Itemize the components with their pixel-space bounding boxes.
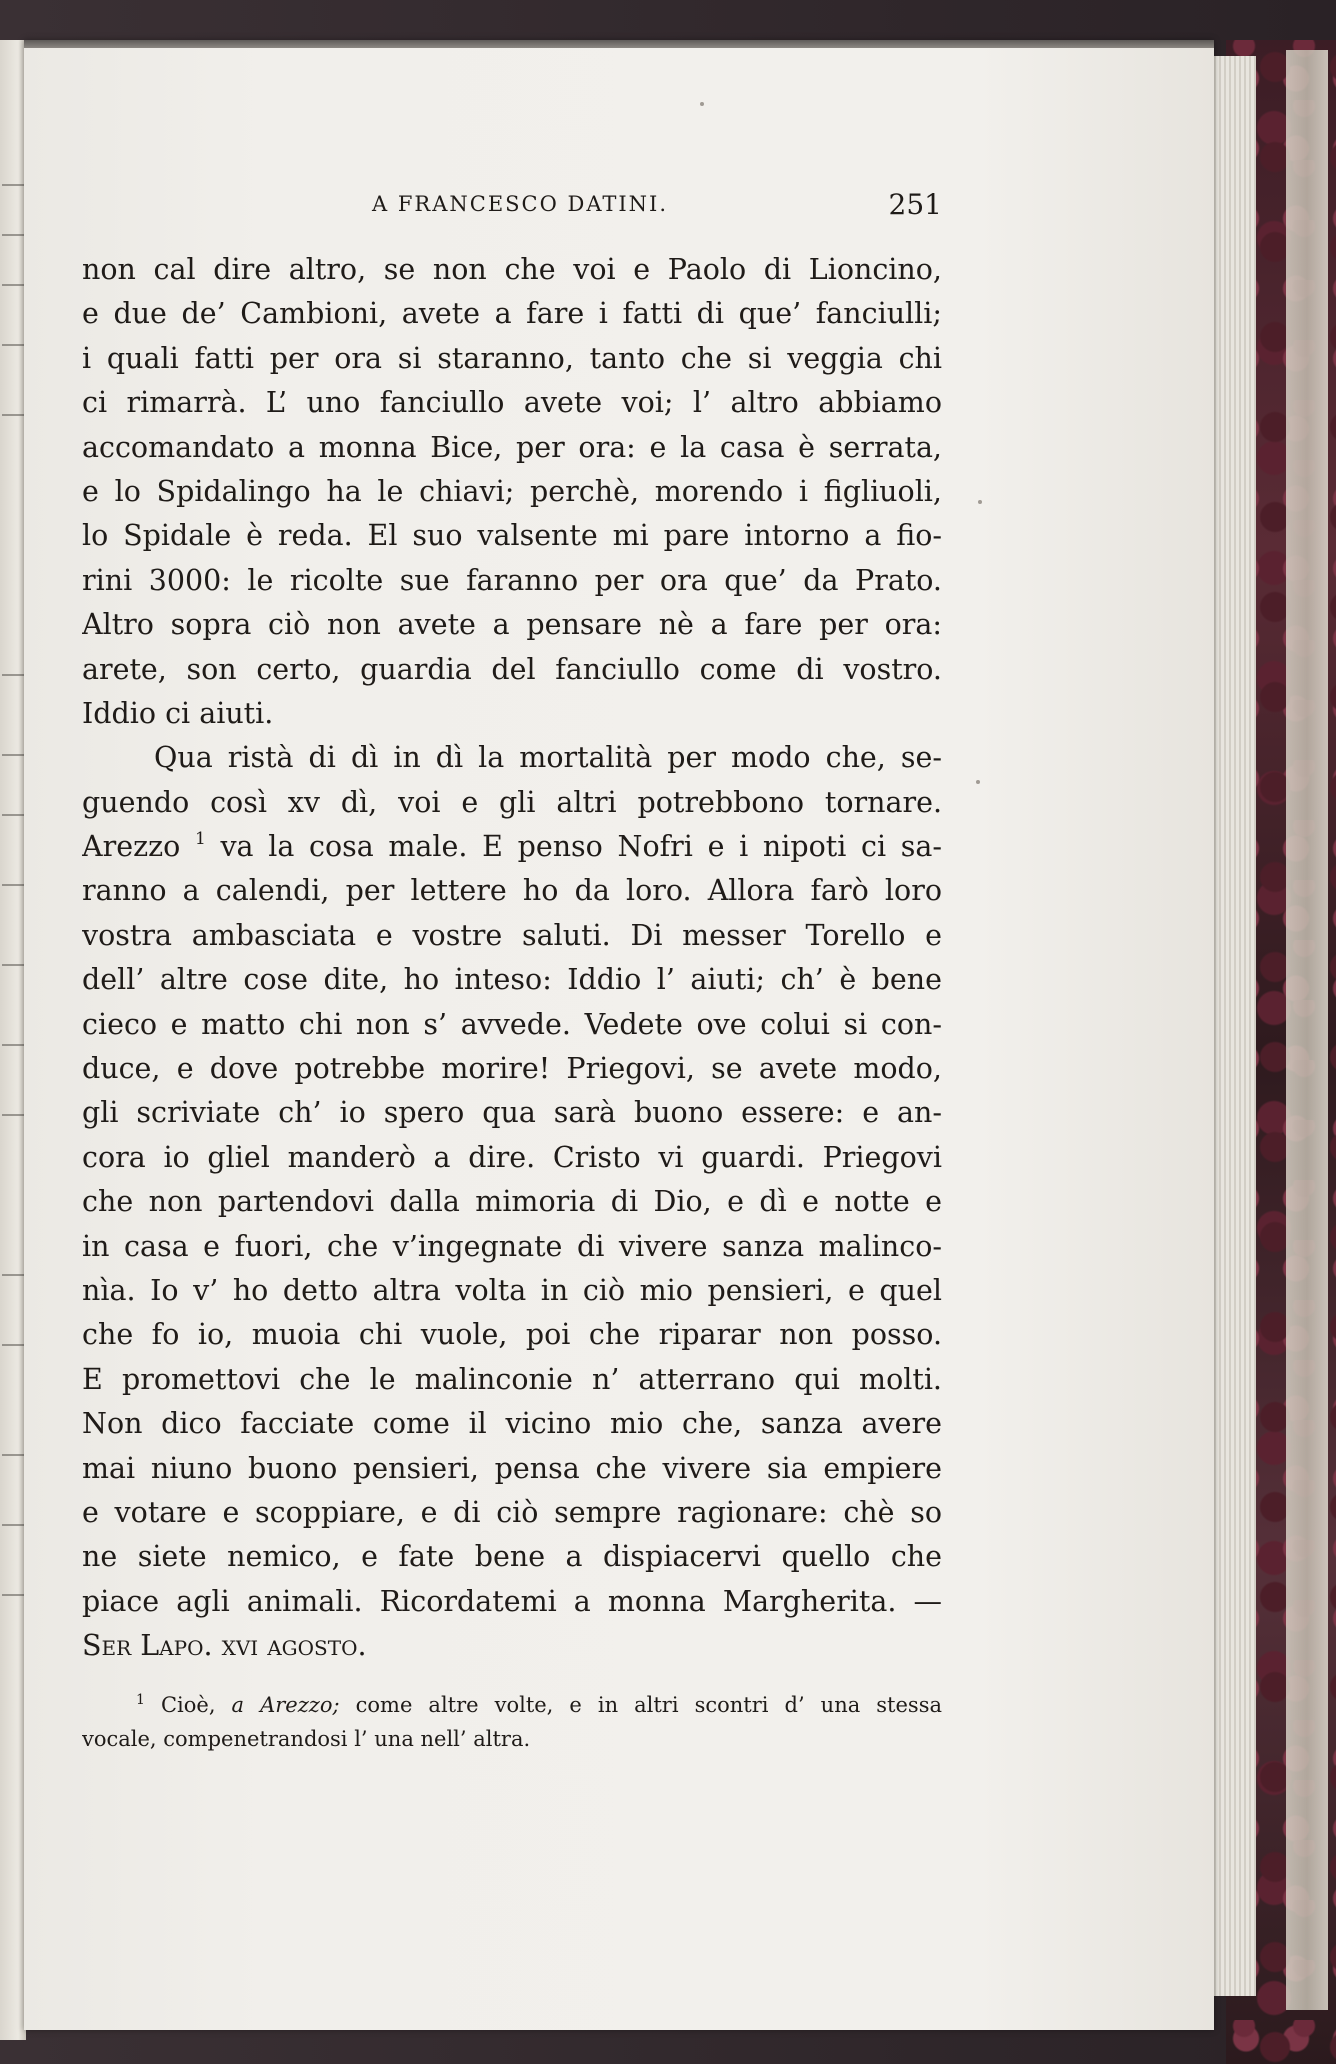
footnote-reference[interactable]: 1: [194, 829, 206, 850]
text-line: in casa e fuori, che v’ingegnate di vivere sanza malinco-: [82, 1229, 942, 1263]
text-line: vostra ambasciata e vostre saluti. Di messer Torello e: [82, 918, 942, 952]
text-line: rini 3000: le ricolte sue faranno per ora que’ da Prato.: [82, 563, 942, 597]
text-line: lo Spidale è reda. El suo valsente mi pare intorno a fio-: [82, 519, 942, 553]
text-line: che fo io, muoia chi vuole, poi che riparar non posso.: [82, 1318, 942, 1352]
text-line-rest: va la cosa male. E penso Nofri e i nipoti ci sa-: [220, 830, 942, 864]
text-line: duce, e dove potrebbe morire! Priegovi, se avete modo,: [82, 1052, 942, 1086]
signature-date: xvi agosto.: [221, 1629, 367, 1663]
text-line: ne siete nemico, e fate bene a dispiacervi quello che: [82, 1540, 942, 1574]
text-line: cieco e matto chi non s’ avvede. Vedete ove colui si con-: [82, 1007, 942, 1041]
paragraph-start-line: Qua ristà di dì in dì la mortalità per modo che, se-: [154, 741, 942, 775]
running-head: [82, 190, 942, 226]
text-line: e votare e scoppiare, e di ciò sempre ragionare: chè so: [82, 1495, 942, 1529]
facing-page-edge: [0, 40, 26, 2040]
text-line: cora io gliel manderò a dire. Cristo vi guardi. Priegovi: [82, 1140, 942, 1174]
text-line: mai niuno buono pensieri, pensa che vivere sia empiere: [82, 1451, 942, 1485]
text-line: e due de’ Cambioni, avete a fare i fatti di que’ fanciulli;: [82, 297, 942, 331]
text-line: arete, son certo, guardia del fanciullo come di vostro.: [82, 652, 942, 686]
spine-edge: [1286, 50, 1328, 2010]
text-line-with-note: [82, 825, 942, 869]
signature-line: [82, 1624, 942, 1668]
paper-speck: [976, 780, 980, 784]
text-line: accomandato a monna Bice, per ora: e la casa è serrata,: [82, 430, 942, 464]
page-number: 251: [888, 188, 942, 221]
text-line: non cal dire altro, se non che voi e Paolo di Lioncino,: [82, 253, 942, 286]
text-line: nìa. Io v’ ho detto altra volta in ciò mio pensieri, e quel: [82, 1273, 942, 1307]
arezzo-word: Arezzo: [82, 830, 181, 864]
signature-name: Ser Lapo.: [82, 1629, 213, 1663]
text-line: ranno a calendi, per lettere ho da loro. Allora farò loro: [82, 874, 942, 908]
paper-speck: [700, 102, 704, 106]
running-title: A FRANCESCO DATINI.: [372, 192, 669, 216]
text-line: E promettovi che le malinconie n’ atterrano qui molti.: [82, 1362, 942, 1396]
text-line: Iddio ci aiuti.: [82, 696, 274, 730]
footnote-italic: a Arezzo;: [231, 1693, 340, 1717]
text-line: ci rimarrà. L’ uno fanciullo avete voi; l’ altro abbiamo: [82, 386, 942, 420]
page-top-edge: [24, 40, 1214, 48]
footnote-text: come altre volte, e in altri scontri d’ una stessa: [355, 1693, 942, 1717]
footnote-text: Cioè,: [160, 1693, 216, 1717]
text-line: e lo Spidalingo ha le chiavi; perchè, morendo i figliuoli,: [82, 474, 942, 508]
text-line: Non dico facciate come il vicino mio che, sanza avere: [82, 1407, 942, 1441]
text-line: guendo così xv dì, voi e gli altri potrebbono tornare.: [82, 785, 942, 819]
footnote-line: [82, 1688, 942, 1722]
footnote: [82, 1688, 942, 1756]
text-line: i quali fatti per ora si staranno, tanto che si veggia chi: [82, 341, 942, 375]
text-line: che non partendovi dalla mimoria di Dio, e dì e notte e: [82, 1185, 942, 1219]
footnote-marker: 1: [136, 1692, 145, 1708]
text-line: dell’ altre cose dite, ho inteso: Iddio l’ aiuti; ch’ è bene: [82, 963, 942, 997]
text-line: Altro sopra ciò non avete a pensare nè a fare per ora:: [82, 608, 942, 642]
body-text: [82, 248, 942, 1669]
text-line: gli scriviate ch’ io spero qua sarà buono essere: e an-: [82, 1096, 942, 1130]
paper-speck: [978, 500, 982, 504]
footnote-line: vocale, compenetrandosi l’ una nell’ altra.: [82, 1727, 531, 1751]
text-line: piace agli animali. Ricordatemi a monna Margherita. —: [82, 1584, 942, 1618]
